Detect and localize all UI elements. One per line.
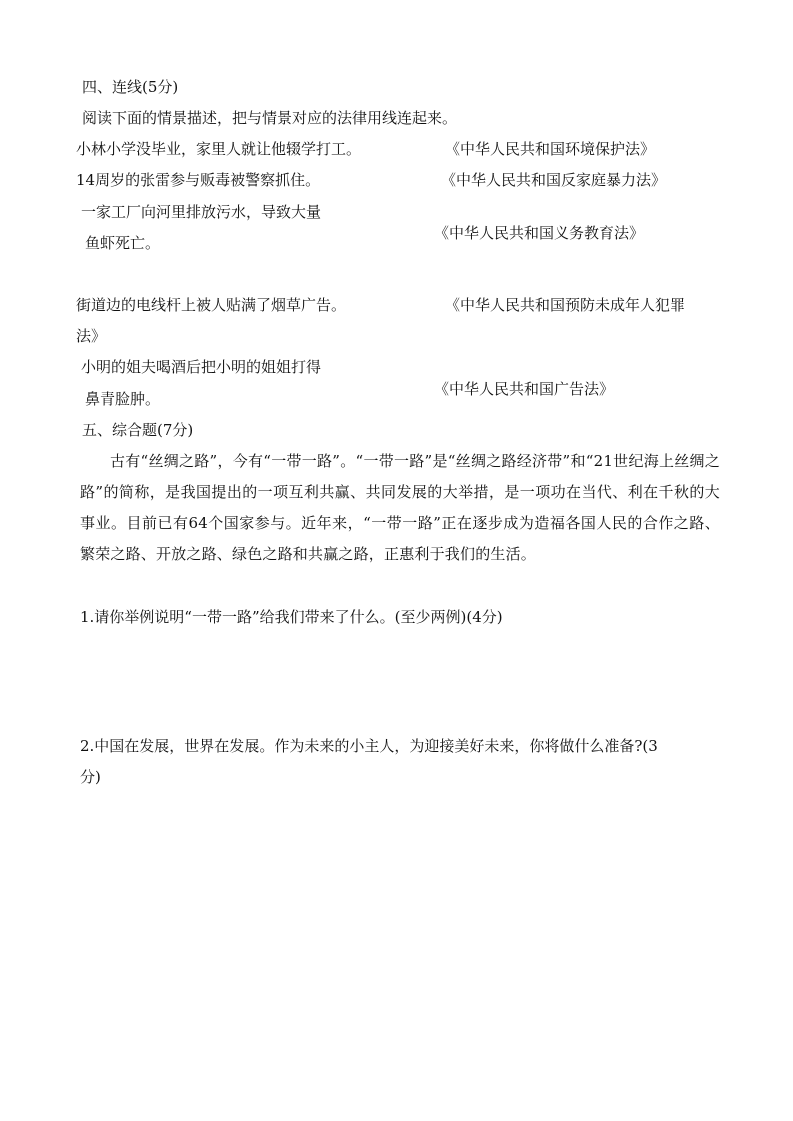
law-4-line2: 法》 xyxy=(76,327,107,345)
law-4-line1: 《中华人民共和国预防未成年人犯罪 xyxy=(445,296,686,314)
section5-title: 五、综合题(7分) xyxy=(82,421,194,439)
question-1: 1.请你举例说明“一带一路”给我们带来了什么。(至少两例)(4分) xyxy=(80,608,503,626)
section4-title: 四、连线(5分) xyxy=(82,78,179,96)
law-1: 《中华人民共和国环境保护法》 xyxy=(445,140,656,158)
scenario-2: 14周岁的张雷参与贩毒被警察抓住。 xyxy=(76,171,321,189)
law-3: 《中华人民共和国义务教育法》 xyxy=(434,224,645,242)
section4-instruction: 阅读下面的情景描述，把与情景对应的法律用线连起来。 xyxy=(82,109,458,127)
scenario-5-line1: 小明的姐夫喝酒后把小明的姐姐打得 xyxy=(81,358,322,376)
scenario-4: 街道边的电线杆上被人贴满了烟草广告。 xyxy=(76,296,347,314)
law-5: 《中华人民共和国广告法》 xyxy=(434,380,615,398)
question-2-line1: 2.中国在发展，世界在发展。作为未来的小主人，为迎接美好未来，你将做什么准备?(3 xyxy=(80,737,658,755)
scenario-5-line2: 鼻青脸肿。 xyxy=(85,390,161,408)
scenario-3-line1: 一家工厂向河里排放污水，导致大量 xyxy=(81,203,322,221)
law-2: 《中华人民共和国反家庭暴力法》 xyxy=(441,171,667,189)
question-2-line2: 分) xyxy=(80,768,101,786)
section5-paragraph: 古有“丝绸之路”，今有“一带一路”。“一带一路”是“丝绸之路经济带”和“21世纪海上丝绸之路”的简称，是我国提出的一项互利共赢、共同发展的大举措，是一项功在当代、利在千秋的大事业。目前已有64个国家参与。近年来，“一带一路”正在逐步成为造福各国人民的合作之路、繁荣之路、开放之路、绿色之路和共赢之路，正惠利于我们的生活。 xyxy=(80,452,720,563)
scenario-3-line2: 鱼虾死亡。 xyxy=(85,234,161,252)
scenario-1: 小林小学没毕业，家里人就让他辍学打工。 xyxy=(76,140,362,158)
